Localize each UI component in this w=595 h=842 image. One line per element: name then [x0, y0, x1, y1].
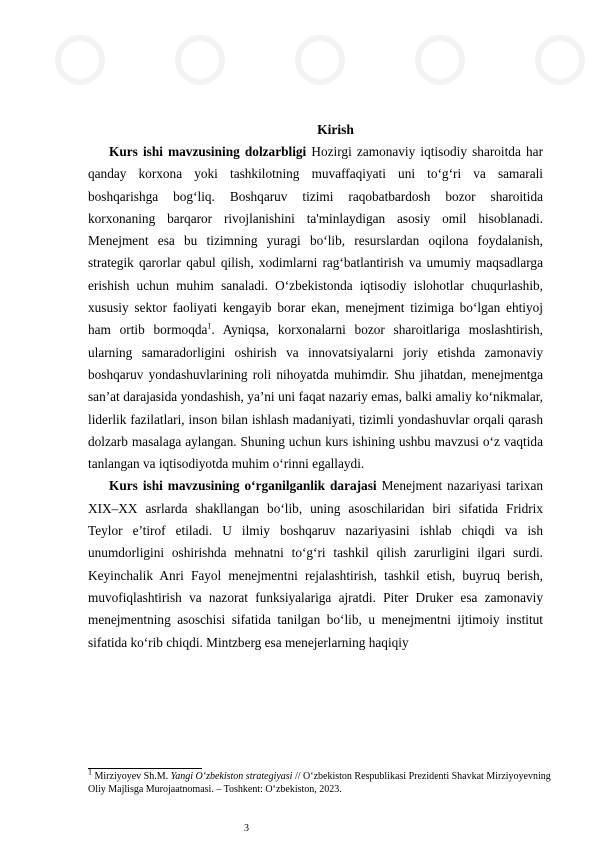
footnote-divider	[88, 768, 202, 769]
page-number: 3	[244, 823, 249, 834]
document-body	[88, 121, 543, 654]
footnote-work-title: Yangi O‘zbekiston strategiyasi	[170, 771, 293, 782]
paragraph-lead: Kurs ishi mavzusining dolzarbligi	[109, 144, 307, 159]
paragraph-lead: Kurs ishi mavzusining o‘rganilganlik darajasi	[109, 478, 377, 494]
footnote-number: 1	[88, 767, 92, 777]
paragraph-text: . Ayniqsa, korxonalarni bozor sharoitlariga moslashtirish, ularning samaradorligini oshirish va innovatsiyalarni joriy etishda zamonaviy boshqaruv yondashuvlarining roli nihoyatda muhimdir. Shu jihatdan, menejmentga san’at darajasida yondashish, ya’ni uni faqat nazariy emas, balki amaliy ko‘nikmalar, liderlik fazilatlari, inson bilan ishlash madaniyati, tizimli yondashuvlar orqali qarash dolzarb masalaga aylangan. Shuning uchun kurs ishining ushbu mavzusi o‘z vaqtida tanlangan va iqtisodiyotda muhim o‘rinni egallaydi.	[88, 322, 543, 472]
footnote-author: Mirziyoyev Sh.M.	[92, 771, 171, 782]
paragraph-text: Menejment nazariyasi tarixan XIX–XX asrlarda shakllangan bo‘lib, uning asoschilaridan biri sifatida Fridrix Teylor e’tirof etiladi. U ilmiy boshqaruv nazariyasini ishlab chiqdi va ish unumdorligini oshirishda mehnatni to‘g‘ri tashkil qilish zarurligini ilgari surdi. Keyinchalik Anri Fayol menejmentni rejalashtirish, tashkil etish, buyruq berish, muvofiqlashtirish va nazorat funksiyalariga ajratdi. Piter Druker esa zamonaviy menejmentning asoschisi sifatida tanilgan bo‘lib, u menejmentni ijtimoiy institut sifatida ko‘rib chiqdi. Mintzberg esa menejerlarning haqiqiy	[88, 478, 543, 650]
section-title: Kirish	[317, 122, 354, 137]
footnote	[88, 767, 558, 796]
footnote-reference[interactable]: 1	[207, 321, 212, 331]
footnote-details: // O‘zbekiston Respublikasi Prezidenti Shavkat Mirziyoyevning Oliy Majlisga Murojaatnomasi. – Toshkent: O‘zbekiston, 2023.	[88, 771, 551, 795]
paragraph-study-level	[88, 475, 543, 653]
paragraph-text: Hozirgi zamonaviy iqtisodiy sharoitda har qanday korxona yoki tashkilotning muvaffaqiyati uni to‘g‘ri va samarali boshqarishga bog‘liq. Boshqaruv tizimi raqobatbardosh bozor sharoitida korxonaning barqaror rivojlanishini ta'minlaydigan asosiy omil hisoblanadi. Menejment esa bu tizimning yuragi bo‘lib, resurslardan oqilona foydalanish, strategik qarorlar qabul qilish, xodimlarni rag‘batlantirish va umumiy maqsadlarga erishish uchun muhim sanaladi. O‘zbekistonda iqtisodiy islohotlar chuqurlashib, xususiy sektor faoliyati kengayib borar ekan, menejment tizimiga bo‘lgan ehtiyoj ham ortib bormoqda	[88, 144, 543, 338]
paragraph-relevance	[88, 141, 543, 475]
